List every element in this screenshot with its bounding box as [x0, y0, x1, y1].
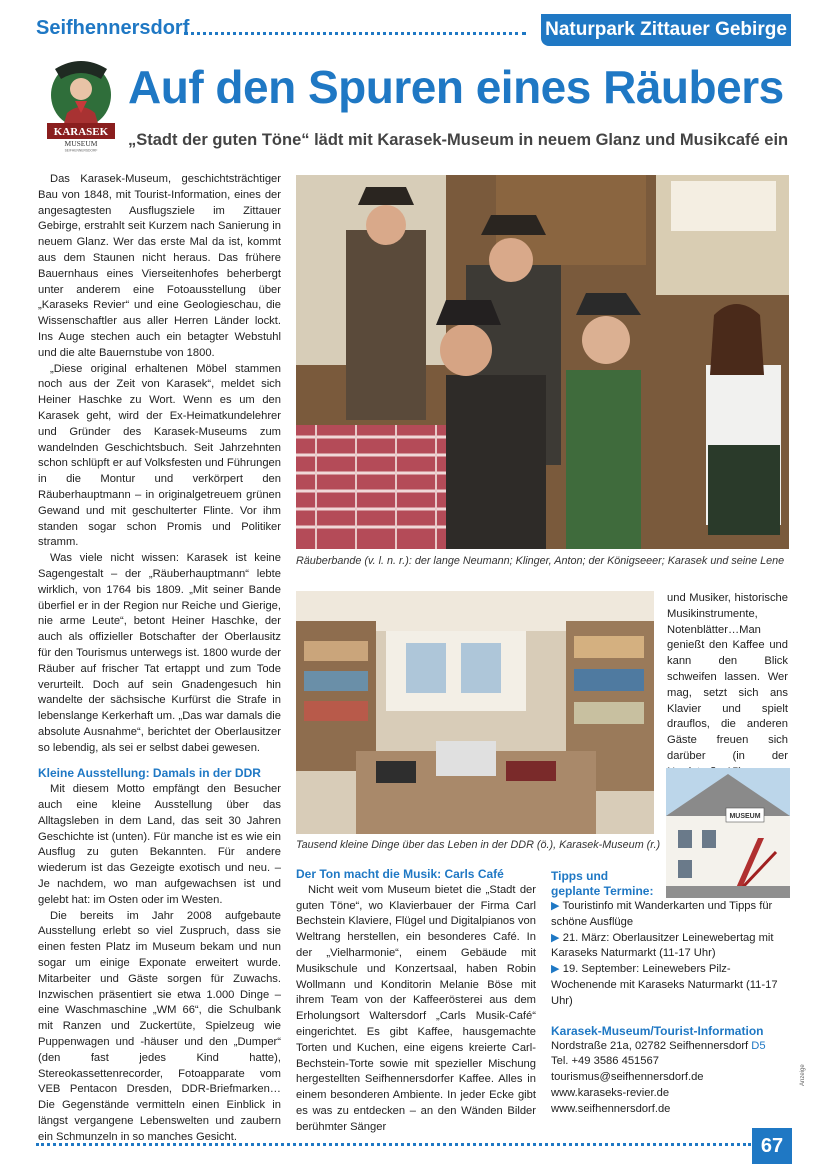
contact-email[interactable]: tourismus@seifhennersdorf.de [551, 1071, 704, 1084]
contact-address: Nordstraße 21a, 02782 Seifhennersdorf D5 [551, 1039, 766, 1052]
contact-web-1[interactable]: www.karaseks-revier.de [551, 1086, 670, 1099]
tip-item: ▶ Touristinfo mit Wanderkarten und Tipps für schöne Ausflüge [551, 900, 773, 928]
paragraph-4: Mit diesem Motto empfängt den Besucher auch eine kleine Ausstellung über das Alltagsleben in dem Land, das seit 30 Jahren Geschichte ist (unten). Für manche ist es wie ein Ausflug zu guten Bekannten. Für andere wiederum ist das Gezeigte exotisch und neu. – Je nachdem, wo man aufgewachsen ist und gelebt hat: im Osten oder im Westen. [38, 783, 281, 906]
svg-text:MUSEUM: MUSEUM [64, 139, 98, 148]
page-subtitle: „Stadt der guten Töne“ lädt mit Karasek-Museum in neuem Glanz und Musikcafé ein [128, 131, 789, 149]
contact-heading: Karasek-Museum/Tourist-Information [551, 1023, 764, 1038]
triangle-bullet-icon: ▶ [551, 963, 563, 976]
triangle-bullet-icon: ▶ [551, 931, 563, 944]
left-column [38, 172, 281, 1146]
section-heading-cafe: Der Ton macht die Musik: Carls Café [296, 867, 504, 881]
park-badge: Naturpark Zittauer Gebirge [541, 14, 791, 46]
middle-column [296, 867, 536, 1136]
photo2-caption: Tausend kleine Dinge über das Leben in der DDR (ö.), Karasek-Museum (r.) [296, 839, 661, 851]
karasek-museum-logo [45, 55, 117, 153]
museum-sign-text: MUSEUM [729, 813, 761, 820]
map-reference: D5 [751, 1039, 766, 1052]
ddr-exhibition-photo [296, 591, 654, 834]
section-heading-ddr: Kleine Ausstellung: Damals in der DDR [38, 766, 261, 781]
photo1-caption: Räuberbande (v. l. n. r.): der lange Neumann; Klinger, Anton; der Königseeer; Karasek und seine Lene [296, 555, 785, 567]
paragraph-3: Was viele nicht wissen: Karasek ist keine Sagengestalt – der „Räuberhauptmann“ lebte wirklich, von 1764 bis 1809. „Mit seiner Bande überfiel er in der Region nur Reiche und Gierige, nie arme Leute“, betont Heiner Haschke, der auch als offizieller Botschafter der Oberlausitz für den Tourismus unterwegs ist. 1800 wurde der Räuber auf frischer Tat ertappt und zum Tode verurteilt. Doch auf sein Gnadengesuch hin wandelte der sächsische Kurfürst die Strafe in lebenslange Kerkerhaft um. „Das war damals die absolute Ausnahme“, berichtet der Oberlausitzer so lebendig, als sei er selbst dabei gewesen. [38, 552, 281, 754]
cafe-paragraph: Nicht weit vom Museum bietet die „Stadt der guten Töne“, wo Klavierbauer der Firma Carl Bechstein Klaviere, Flügel und Digitalpianos von Weltrang herstellen, ein besonderes Café. In der „Vielharmonie“, einem Gebäude mit Musikschule und Konzertsaal, haben Robin Wollmann und Konditorin Melanie Böse mit ihrem Team von der Kaffeerösterei aus dem Erholungsort Waltersdorf „Carls Musik-Café“ eingerichtet. Es gibt Kaffee, hausgemachte Torten und Kuchen, eine eigens kreierte Carl-Bechstein-Torte sowie mit spezieller Mischung hergestellten Seifhennersdorfer Kaffee. Alles in einem besonderen Ambiente. In jeder Ecke gibt es was zu entdecken – an den Wänden Bilder berühmter Sänger [296, 883, 536, 1133]
dotted-rule-bottom [36, 1143, 751, 1146]
page-title: Auf den Spuren eines Räubers [128, 61, 784, 113]
contact-phone: Tel. +49 3586 451567 [551, 1055, 659, 1068]
anzeige-label: Anzeige [800, 1064, 806, 1086]
robber-band-photo [296, 175, 789, 549]
page-number: 67 [752, 1128, 792, 1164]
top-bar [36, 14, 791, 46]
right-narrow-column [667, 591, 788, 781]
tip-item: ▶ 19. September: Leinewebers Pilz-Wochenende mit Karaseks Naturmarkt (11-17 Uhr) [551, 963, 778, 1007]
triangle-bullet-icon: ▶ [551, 900, 563, 912]
svg-text:KARASEK: KARASEK [53, 126, 109, 138]
tips-heading-1: Tipps und [551, 869, 609, 883]
dotted-rule-top [184, 32, 526, 35]
paragraph-2: „Diese original erhaltenen Möbel stammen noch aus der Zeit von Karasek“, meldet sich Heiner Haschke zu Wort. Wenn es um den Karasek geht, wird der Ex-Heimatkundelehrer und Gründer des Karasek-Museums zum wandelnden Geschichtsbuch. Seit Jahrzehnten schon schlüpft er auf Volksfesten und Führungen in die Montur und verkörpert den Räuberhauptmann – in originalgetreuem grünen Gewand und mit geschulterter Flinte. Vor ihm standen sogar schon Promis und Politiker stramm. [38, 362, 281, 549]
contact-web-2[interactable]: www.seifhennersdorf.de [551, 1102, 671, 1115]
tip-item: ▶ 21. März: Oberlausitzer Leinewebertag mit Karaseks Naturmarkt (11-17 Uhr) [551, 931, 774, 960]
svg-text:SEIFHENNERSDORF: SEIFHENNERSDORF [64, 148, 98, 153]
paragraph-1: Das Karasek-Museum, geschichtsträchtiger Bau von 1848, mit Tourist-Information, eines der angesagtesten Ausflugsziele im Zittauer Gebirge, erstrahlt seit Kurzem nach Sanierung in neuem Glanz. Wer das erste Mal da ist, kommt aus dem Staunen nicht heraus. Das frühere Bauernhaus eines Vierseitenhofes beherbergt unter anderem eine Fotoausstellung über „Karaseks Revier“ und eine Geologieschau, die Wissenschaftler aus aller Herren Länder lockt. Ins Auge stechen auch ein betagter Webstuhl und die alte Bauernstube von 1800. [38, 173, 281, 359]
region-label: Seifhennersdorf [36, 17, 190, 39]
tips-heading-2: geplante Termine: [551, 884, 654, 898]
right-column-text: und Musiker, historische Musikinstrumente, Notenblätter…Man genießt den Kaffee und kann den Blick schweifen lassen. Wer mag, setzt sich ans Klavier und spielt drauflos, die anderen Gäste freuen sich darüber (in der [667, 592, 788, 762]
paragraph-5: Die bereits im Jahr 2008 aufgebaute Ausstellung erlebt so viel Zuspruch, dass sie einen festen Platz im Museum bekam und nun sogar um einige Exponate erweitert wurde. Mitarbeiter und Gäste sorgen für Zuwachs. Inzwischen präsentiert sie etwa 1.000 Dinge – eine Waschmaschine „WM 66“, die Schulbank mit Ranzen und Zuckertüte, Spielzeug wie Puppenwagen und -häuser und den „Dumper“ (den fast jedes Kind hatte), Stereokassettenrecorder, Fotoapparate vom VEB Pentacon Dresden, DDR-Briefmarken… Die Gegenstände vermitteln einen Einblick in längst vergangene Lebenswelten und zaubern ein Schmunzeln in so manches Gesicht. [38, 909, 281, 1143]
tips-box [551, 869, 791, 1118]
